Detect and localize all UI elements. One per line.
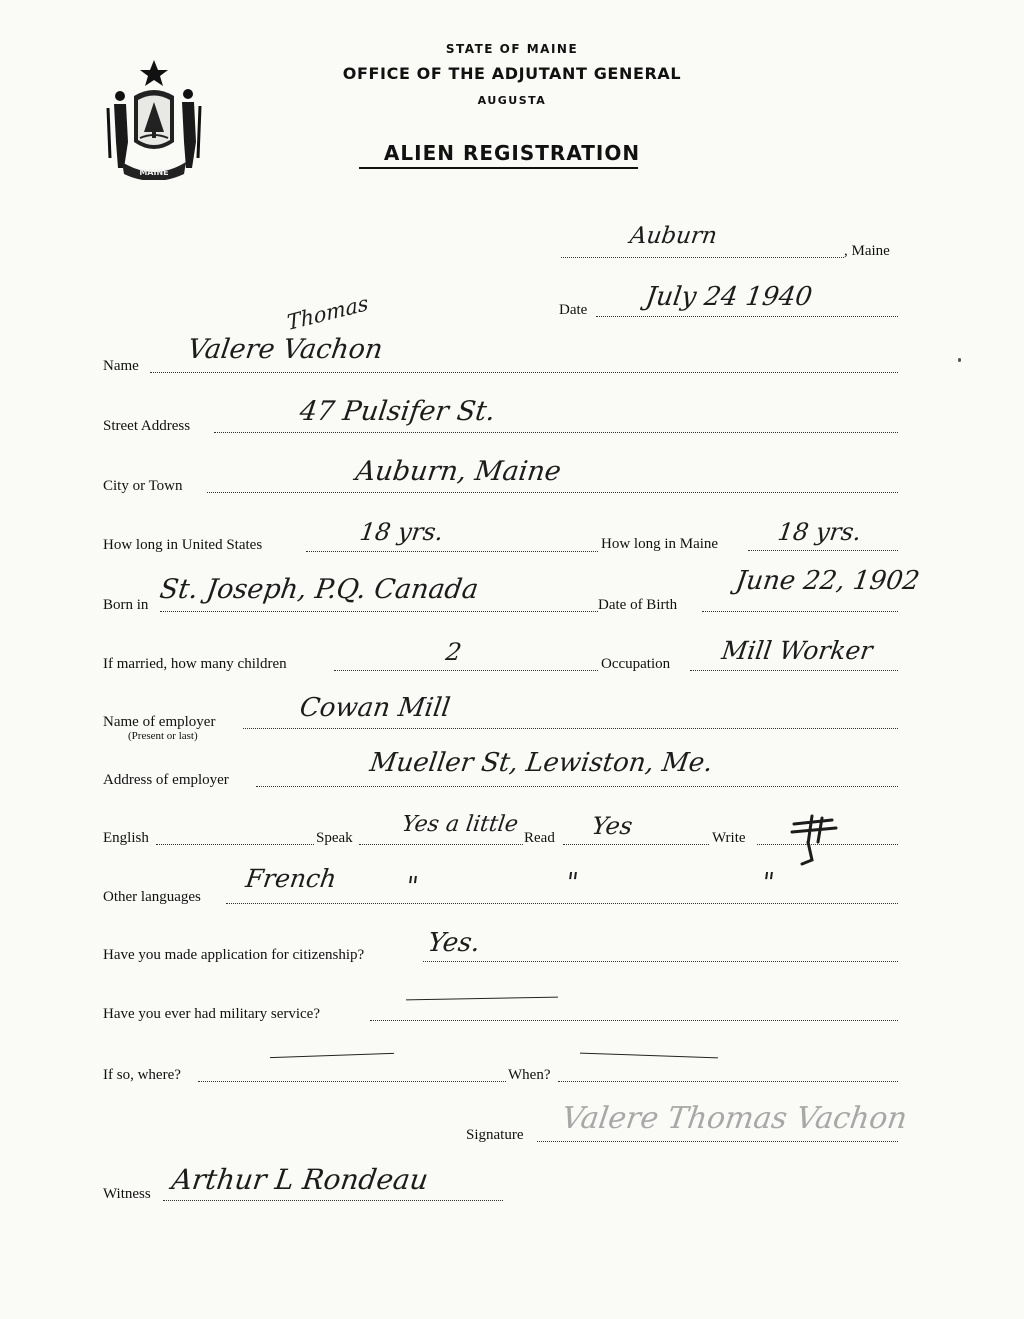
date-label: Date [559,302,588,318]
born-label: Born in [103,597,149,613]
header-office: OFFICE OF THE ADJUTANT GENERAL [342,64,682,83]
other-languages-label: Other languages [103,889,201,905]
how-long-maine-label: How long in Maine [601,536,719,552]
signature-label: Signature [466,1127,524,1143]
employer-address-line [256,786,898,787]
name-line [150,372,898,373]
signature-value: Valere Thomas Vachon [559,1101,910,1136]
other-languages-value: French [243,864,339,893]
employer-value: Cowan Mill [297,693,452,723]
speak-line [359,844,523,845]
where-dash [270,1053,394,1058]
children-line [334,670,598,671]
employer-label: Name of employer [103,714,216,730]
town-suffix: , Maine [844,243,890,259]
city-label: City or Town [103,478,183,494]
when-label: When? [508,1067,551,1083]
city-value: Auburn, Maine [353,456,563,487]
speak-value: Yes a little [400,812,520,837]
witness-value: Arthur L Rondeau [169,1163,431,1196]
name-value: Valere Vachon [185,334,385,365]
city-line [207,492,898,493]
how-long-us-label: How long in United States [103,537,263,553]
citizenship-value: Yes. [425,928,483,958]
english-line [156,844,314,845]
how-long-us-line [306,551,598,552]
dob-value: June 22, 1902 [733,566,922,596]
paper-speck [958,358,961,362]
military-label: Have you ever had military service? [103,1006,320,1022]
born-value: St. Joseph, P.Q. Canada [157,574,481,605]
speak-label: Speak [316,830,353,846]
street-line [214,432,898,433]
read-line [563,844,709,845]
how-long-maine-line [748,550,898,551]
occupation-value: Mill Worker [719,636,875,665]
ditto-mark: " [403,872,421,902]
where-line [198,1081,506,1082]
header-city: AUGUSTA [477,94,547,107]
english-label: English [103,830,149,846]
born-line [160,611,598,612]
read-value: Yes [590,812,635,840]
read-label: Read [524,830,555,846]
employer-sublabel: (Present or last) [128,730,198,742]
street-label: Street Address [103,418,191,434]
witness-line [163,1200,503,1201]
ditto-mark: " [759,868,777,898]
date-value: July 24 1940 [643,282,815,312]
page-title: ALIEN REGISTRATION [383,141,641,165]
dob-label: Date of Birth [598,597,678,613]
date-line [596,316,898,317]
citizenship-line [423,961,898,962]
signature-line [537,1141,898,1142]
other-languages-line [226,903,898,904]
employer-address-label: Address of employer [103,772,229,788]
name-middle-value: Thomas [285,290,370,336]
military-line [370,1020,898,1021]
occupation-label: Occupation [601,656,671,672]
employer-line [243,728,898,729]
how-long-us-value: 18 yrs. [358,518,446,546]
occupation-line [690,670,898,671]
witness-label: Witness [103,1186,151,1202]
employer-address-value: Mueller St, Lewiston, Me. [367,748,715,778]
dob-line [702,611,898,612]
write-value-scribble-icon [788,814,842,866]
citizenship-label: Have you made application for citizenship? [103,947,365,963]
title-underline [359,167,638,169]
town-value: Auburn [628,223,719,249]
when-line [558,1081,898,1082]
when-dash [580,1053,718,1059]
where-label: If so, where? [103,1067,181,1083]
seal-ribbon-text: MAINE [139,168,169,177]
how-long-maine-value: 18 yrs. [776,518,864,546]
children-value: 2 [444,638,464,666]
write-label: Write [712,830,746,846]
header-state: STATE OF MAINE [445,42,579,56]
children-label: If married, how many children [103,656,287,672]
military-dash [406,997,558,1001]
ditto-mark: " [563,868,581,898]
town-line [561,257,844,258]
street-value: 47 Pulsifer St. [297,396,498,427]
name-label: Name [103,358,139,374]
